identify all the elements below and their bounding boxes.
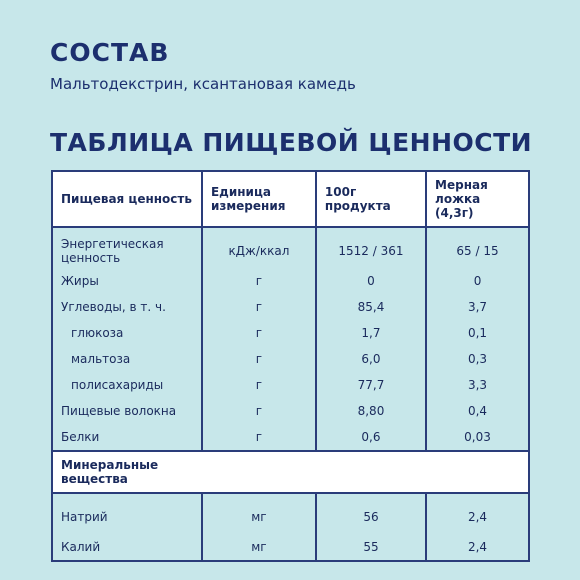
value-per-scoop: 3,7 [426, 294, 529, 320]
mineral-unit: мг [202, 493, 316, 534]
value-per-100g: 55 [316, 534, 426, 561]
nutrient-unit: г [202, 268, 316, 294]
table-row [52, 424, 529, 451]
value-per-100g: 77,7 [316, 372, 426, 398]
minerals-section-label [52, 451, 529, 493]
header-per-scoop: Мерная ложка (4,3г) [426, 171, 529, 227]
value-per-100g: 1,7 [316, 320, 426, 346]
table-row [52, 320, 529, 346]
value-per-100g: 0 [316, 268, 426, 294]
table-row [52, 398, 529, 424]
minerals-section-row [52, 451, 529, 493]
nutrient-unit: г [202, 424, 316, 451]
table-row [52, 294, 529, 320]
nutrient-name: полисахариды [52, 372, 202, 398]
header-per-100g: 100г продукта [316, 171, 426, 227]
table-row [52, 346, 529, 372]
nutrient-name: Белки [52, 424, 202, 451]
mineral-unit: мг [202, 534, 316, 561]
value-per-100g: 6,0 [316, 346, 426, 372]
composition-text: Мальтодекстрин, ксантановая камедь [50, 75, 356, 93]
value-per-scoop: 0,03 [426, 424, 529, 451]
value-per-scoop: 0,1 [426, 320, 529, 346]
composition-title: СОСТАВ [50, 38, 170, 67]
table-header-row [52, 171, 529, 227]
value-per-100g: 85,4 [316, 294, 426, 320]
value-per-100g: 1512 / 361 [316, 227, 426, 268]
mineral-name: Калий [52, 534, 202, 561]
table-row [52, 372, 529, 398]
nutrient-unit: г [202, 346, 316, 372]
value-per-scoop: 2,4 [426, 493, 529, 534]
nutrition-table-title: ТАБЛИЦА ПИЩЕВОЙ ЦЕННОСТИ [50, 128, 533, 157]
nutrient-unit: г [202, 372, 316, 398]
table-row [52, 227, 529, 268]
header-unit: Единица измерения [202, 171, 316, 227]
nutrient-name: Жиры [52, 268, 202, 294]
minerals-section-text: Минеральные вещества [61, 458, 159, 486]
value-per-scoop: 0 [426, 268, 529, 294]
nutrient-name: Углеводы, в т. ч. [52, 294, 202, 320]
value-per-scoop: 3,3 [426, 372, 529, 398]
value-per-100g: 8,80 [316, 398, 426, 424]
nutrient-unit: г [202, 294, 316, 320]
value-per-100g: 0,6 [316, 424, 426, 451]
nutrient-name: глюкоза [52, 320, 202, 346]
nutrient-unit: г [202, 320, 316, 346]
nutrient-name: Пищевые волокна [52, 398, 202, 424]
mineral-name: Натрий [52, 493, 202, 534]
nutrition-table [51, 170, 530, 562]
value-per-scoop: 0,3 [426, 346, 529, 372]
nutrient-unit: кДж/ккал [202, 227, 316, 268]
value-per-scoop: 2,4 [426, 534, 529, 561]
nutrient-name: Энергетическая ценность [52, 227, 202, 268]
nutrient-name: мальтоза [52, 346, 202, 372]
table-row [52, 268, 529, 294]
table-row [52, 493, 529, 534]
table-row [52, 534, 529, 561]
value-per-100g: 56 [316, 493, 426, 534]
value-per-scoop: 0,4 [426, 398, 529, 424]
nutrient-unit: г [202, 398, 316, 424]
value-per-scoop: 65 / 15 [426, 227, 529, 268]
header-nutrient: Пищевая ценность [52, 171, 202, 227]
